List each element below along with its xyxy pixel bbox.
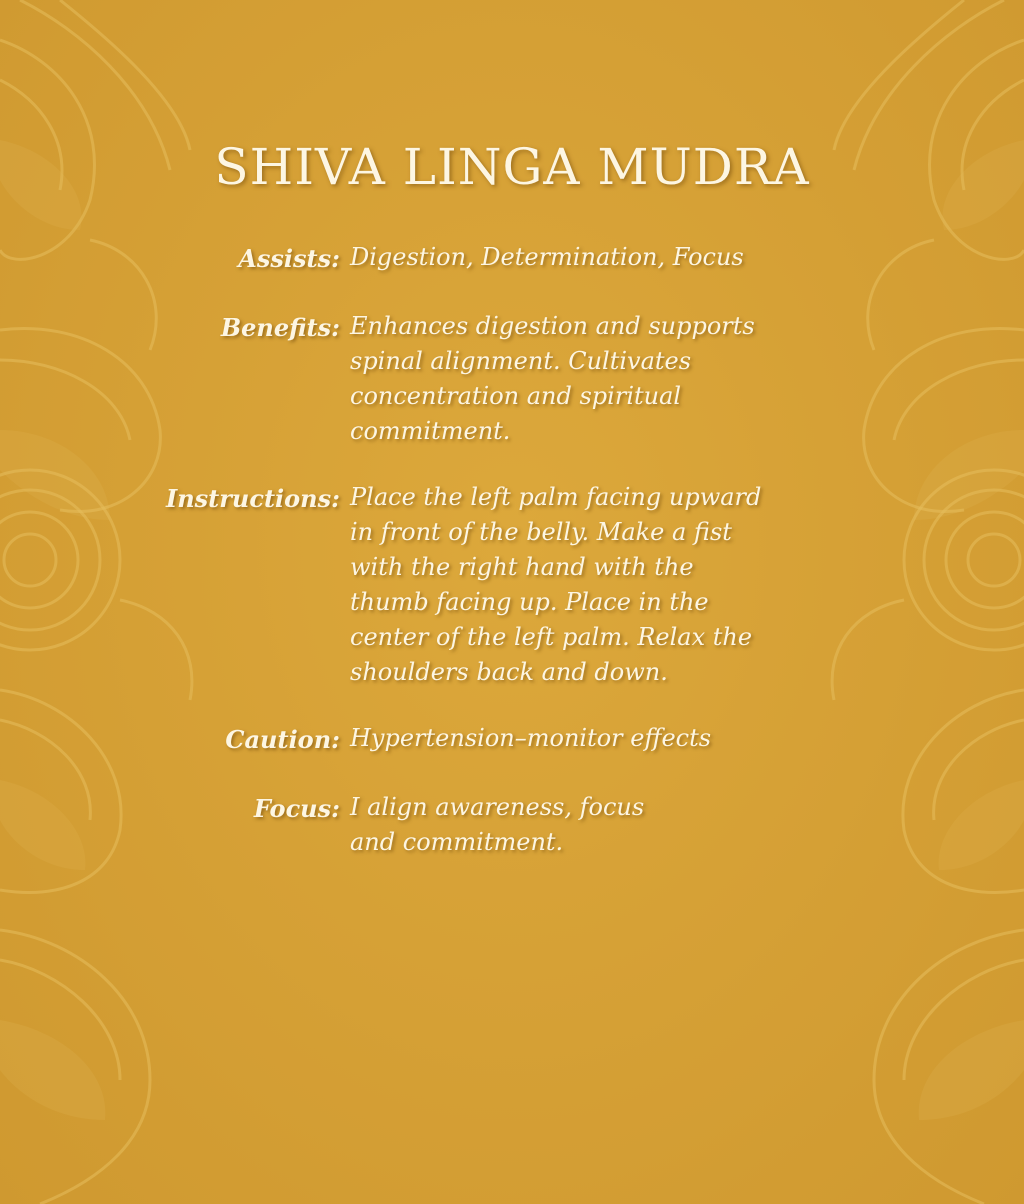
entry-instructions <box>0 480 1024 690</box>
entry-line: center of the left palm. Relax the <box>350 623 753 651</box>
entry-value <box>350 240 860 275</box>
entry-label: Benefits: <box>220 313 340 342</box>
entries-list <box>0 240 1024 891</box>
entry-line: commitment. <box>350 417 511 445</box>
entry-value <box>350 790 860 860</box>
entry-line: spinal alignment. Cultivates <box>350 347 692 375</box>
entry-focus <box>0 790 1024 860</box>
entry-value <box>350 480 860 690</box>
entry-line: shoulders back and down. <box>350 658 668 686</box>
entry-assists <box>0 240 1024 278</box>
entry-line: thumb facing up. Place in the <box>350 588 709 616</box>
entry-benefits <box>0 309 1024 449</box>
entry-line: Digestion, Determination, Focus <box>350 243 744 271</box>
entry-line: Hypertension–monitor effects <box>350 724 712 752</box>
entry-label: Assists: <box>238 244 340 273</box>
entry-line: concentration and spiritual <box>350 382 682 410</box>
entry-line: with the right hand with the <box>350 553 694 581</box>
entry-value <box>350 309 860 449</box>
entry-line: Place the left palm facing upward <box>350 483 762 511</box>
entry-label: Focus: <box>253 794 340 823</box>
entry-line: in front of the belly. Make a fist <box>350 518 732 546</box>
entry-caution <box>0 721 1024 759</box>
entry-label: Instructions: <box>165 484 340 513</box>
entry-line: Enhances digestion and supports <box>350 312 755 340</box>
card-title: SHIVA LINGA MUDRA <box>214 138 810 196</box>
entry-line: I align awareness, focus <box>350 793 645 821</box>
entry-label: Caution: <box>225 725 340 754</box>
entry-value <box>350 721 860 756</box>
entry-line: and commitment. <box>350 828 564 856</box>
